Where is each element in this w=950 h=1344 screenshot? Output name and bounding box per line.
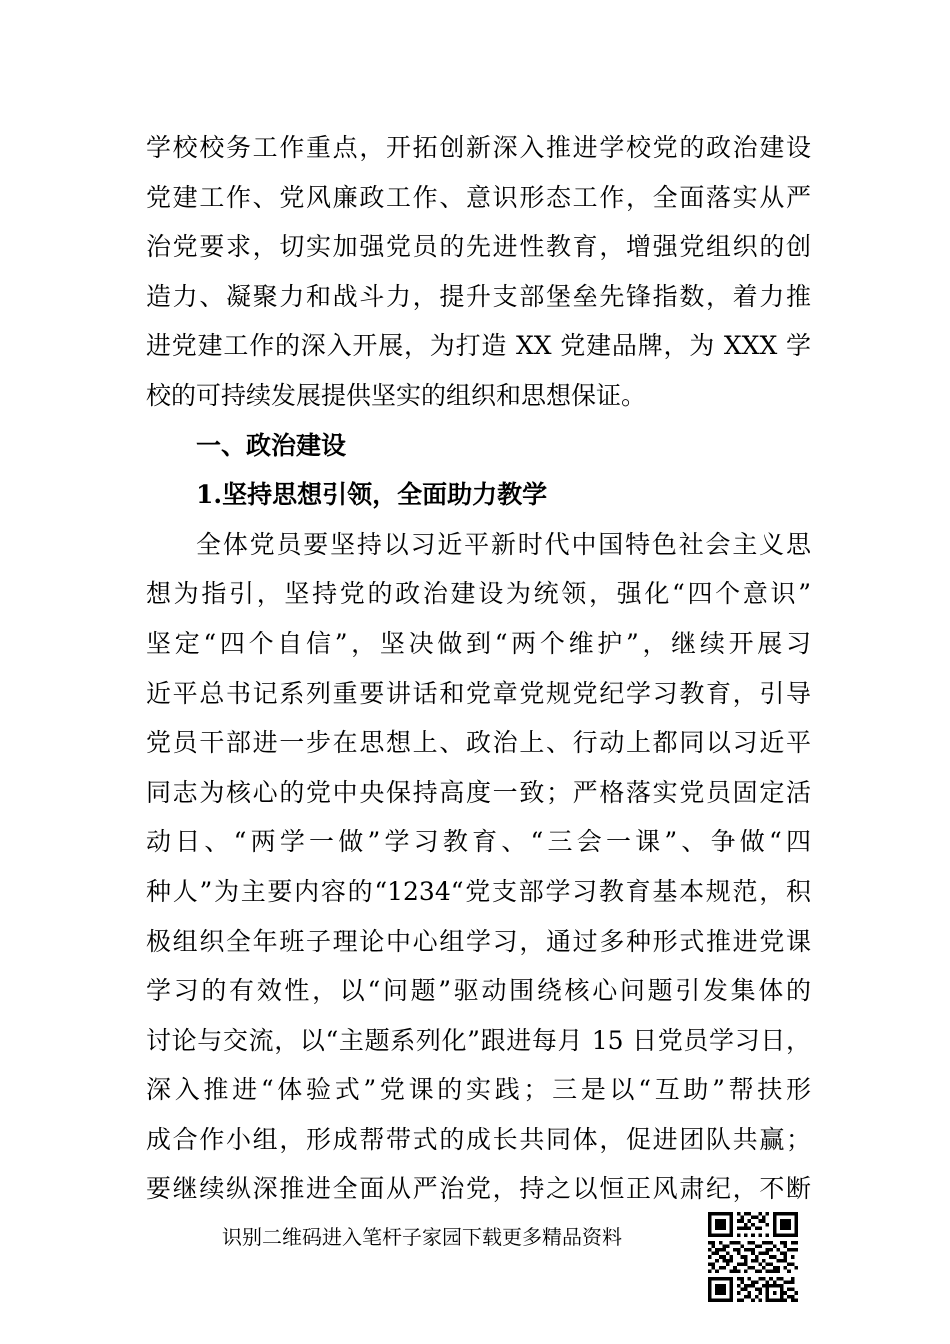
body-line-12: 深入推进“体验式”党课的实践；三是以“互助”帮扶形	[146, 1075, 811, 1105]
body-line-5: 党员干部进一步在思想上、政治上、行动上都同以习近平	[146, 728, 811, 758]
body-line-13: 成合作小组，形成帮带式的成长共同体，促进团队共赢；	[146, 1124, 811, 1154]
body-line-8: 种人”为主要内容的“1234“党支部学习教育基本规范，积	[146, 876, 811, 906]
footer-text: 识别二维码进入笔杆子家园下载更多精品资料	[222, 1225, 622, 1249]
document-body	[146, 123, 811, 1214]
intro-line-2: 党建工作、党风廉政工作、意识形态工作，全面落实从严	[146, 182, 811, 212]
body-line-9: 极组织全年班子理论中心组学习，通过多种形式推进党课	[146, 926, 811, 956]
body-line-14: 要继续纵深推进全面从严治党，持之以恒正风肃纪，不断	[146, 1174, 811, 1204]
intro-line-1: 学校校务工作重点，开拓创新深入推进学校党的政治建设	[146, 133, 811, 162]
intro-line-4: 造力、凝聚力和战斗力，提升支部堡垒先锋指数，着力推	[146, 281, 811, 311]
footer	[0, 1207, 950, 1307]
body-line-4: 近平总书记系列重要讲话和党章党规党纪学习教育，引导	[146, 678, 811, 708]
body-line-6: 同志为核心的党中央保持高度一致；严格落实党员固定活	[146, 777, 811, 807]
intro-line-3: 治党要求，切实加强党员的先进性教育，增强党组织的创	[146, 232, 811, 262]
body-line-2: 想为指引，坚持党的政治建设为统领，强化“四个意识”	[146, 579, 811, 609]
qr-code-icon[interactable]	[708, 1212, 798, 1302]
body-line-11: 讨论与交流，以“主题系列化”跟进每月 15 日党员学习日，	[146, 1025, 811, 1055]
body-line-3: 坚定“四个自信”，坚决做到“两个维护”，继续开展习	[146, 628, 811, 658]
subsection-heading: 1.坚持思想引领，全面助力教学	[196, 480, 548, 510]
body-line-10: 学习的有效性，以“问题”驱动围绕核心问题引发集体的	[146, 976, 811, 1006]
body-line-1: 全体党员要坚持以习近平新时代中国特色社会主义思	[196, 529, 811, 559]
intro-line-5: 进党建工作的深入开展，为打造 XX 党建品牌，为 XXX 学	[146, 331, 811, 361]
body-line-7: 动日、“两学一做”学习教育、“三会一课”、争做“四	[146, 827, 811, 857]
intro-line-6: 校的可持续发展提供坚实的组织和思想保证。	[146, 380, 647, 410]
section-heading: 一、政治建设	[196, 430, 347, 460]
